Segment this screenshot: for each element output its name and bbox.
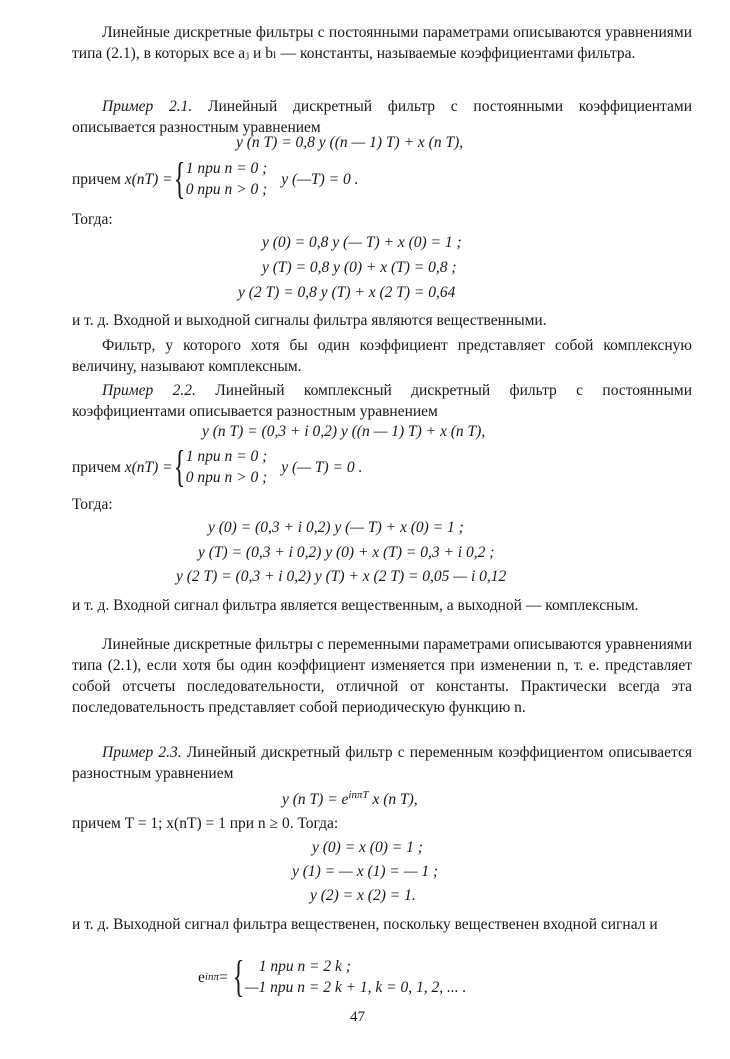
example-text: Линейный дискретный фильтр с постоянными коэффициентами описывается разностным уравнением (72, 98, 693, 136)
equation-2-3 (282, 785, 418, 810)
final-exponent: inπ (204, 971, 219, 983)
cases (186, 158, 268, 200)
result-line-2: y (1) = — x (1) = — 1 ; (292, 863, 439, 880)
then-label: Тогда: (72, 211, 113, 228)
case-1: 1 при n = 0 ; (185, 160, 268, 177)
example-text: Линейный дискретный фильтр с переменным коэффициентом описывается разностным уравнением (72, 744, 693, 782)
result-line-3: y (2 T) = (0,3 + i 0,2) y (T) + x (2 T) = 0,05 — i 0,12 (176, 568, 507, 585)
final-equals: = (218, 968, 228, 986)
cases (186, 446, 268, 488)
example-2-1-conclusion: и т. д. Входной и выходной сигналы фильтра являются вещественными. (72, 312, 547, 329)
cases (245, 956, 467, 998)
page-number: 47 (350, 1009, 365, 1025)
example-2-2-intro (72, 380, 692, 422)
result-line-3: y (2 T) = 0,8 y (T) + x (2 T) = 0,64 (238, 284, 456, 301)
conditions-2-3: причем T = 1; x(nT) = 1 при n ≥ 0. Тогда: (72, 815, 339, 832)
cond-prefix: причем (72, 170, 121, 188)
eq-right: x (n T), (368, 791, 418, 809)
case-1: 1 при n = 2 k ; (258, 958, 351, 975)
final-equation (198, 952, 467, 1001)
result-line-3: y (2) = x (2) = 1. (310, 887, 416, 904)
example-label: Пример 2.3. (102, 744, 182, 761)
example-label: Пример 2.1. (102, 98, 193, 115)
example-2-2-conclusion: и т. д. Входной сигнал фильтра является вещественным, а выходной — комплексным. (72, 597, 639, 614)
paragraph-complex-filter-definition: Фильтр, у которого хотя бы один коэффициент представляет собой комплексную величину, называют комплексным. (72, 337, 692, 375)
example-2-3-conclusion: и т. д. Выходной сигнал фильтра вещественен, поскольку вещественен входной сигнал и (72, 916, 658, 933)
result-line-1: y (0) = (0,3 + i 0,2) y (— T) + x (0) = 1 ; (208, 519, 464, 536)
eq-left: y (n T) = e (282, 791, 349, 809)
eq-exponent: inπT (348, 789, 369, 801)
example-text: Линейный комплексный дискретный фильтр с постоянными коэффициентами описывается разностным уравнением (72, 382, 692, 420)
case-2: —1 при n = 2 k + 1, k = 0, 1, 2, ... . (244, 979, 467, 996)
example-label: Пример 2.2. (102, 382, 196, 399)
result-line-2: y (T) = 0,8 y (0) + x (T) = 0,8 ; (262, 259, 457, 276)
final-base: e (198, 968, 205, 986)
result-line-1: y (0) = 0,8 y (— T) + x (0) = 1 ; (262, 234, 462, 251)
initial-conditions-2-2 (72, 442, 363, 491)
cond-prefix: причем (72, 458, 121, 476)
left-brace: { (173, 154, 185, 203)
paragraph-constant-filters: Линейные дискретные фильтры с постоянными параметрами описываются уравнениями типа (2.1), в которых все aⱼ и bₗ — константы, называемые коэффициентами фильтра. (72, 24, 692, 62)
cond-tail: y (—T) = 0 . (281, 170, 359, 188)
initial-conditions-2-1 (72, 154, 359, 203)
case-2: 0 при n > 0 ; (185, 469, 268, 486)
result-line-2: y (T) = (0,3 + i 0,2) y (0) + x (T) = 0,3 + i 0,2 ; (198, 544, 495, 561)
equation-2-2: y (n T) = (0,3 + i 0,2) y ((n — 1) T) + x (n T), (202, 423, 486, 440)
left-brace: { (232, 952, 244, 1001)
cond-tail: y (— T) = 0 . (281, 458, 363, 476)
case-2: 0 при n > 0 ; (185, 181, 268, 198)
equation-2-1: y (n T) = 0,8 y ((n — 1) T) + x (n T), (236, 134, 464, 151)
result-line-1: y (0) = x (0) = 1 ; (312, 839, 423, 856)
cond-lhs: x(nT) = (124, 458, 173, 476)
case-1: 1 при n = 0 ; (185, 448, 268, 465)
paragraph-variable-filters: Линейные дискретные фильтры с переменными параметрами описываются уравнениями типа (2.1), если хотя бы один коэффициент изменяется при изменении n, т. е. представляет собой отсчеты последовательности, отличной от константы. Практически всегда эта последовательность представляет собой периодическую функцию n. (72, 636, 692, 716)
example-2-3-intro (72, 742, 692, 784)
cond-lhs: x(nT) = (124, 170, 173, 188)
left-brace: { (173, 442, 185, 491)
then-label: Тогда: (72, 496, 113, 513)
